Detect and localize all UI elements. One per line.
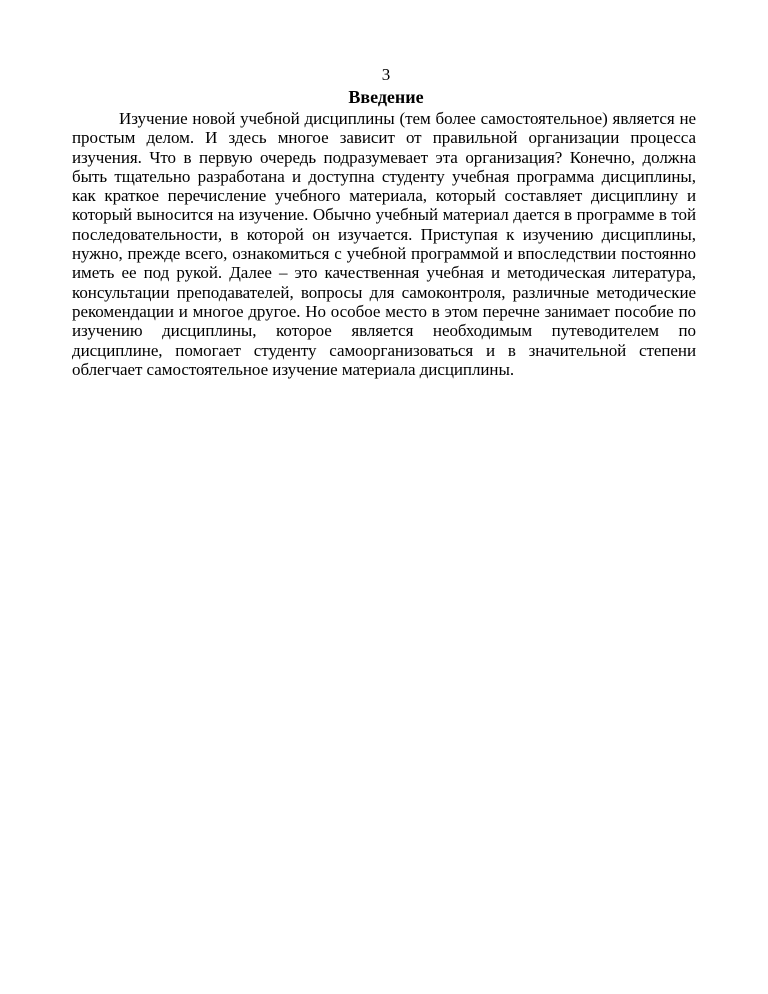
page-content [72,64,696,379]
page-number: 3 [381,65,391,84]
section-heading: Введение [348,87,424,107]
body-paragraph: Изучение новой учебной дисциплины (тем более самостоятельное) является не простым делом. И здесь многое зависит от правильной организации процесса изучения. Что в первую очередь подразумевает эта организация? Конечно, должна быть тщательно разработана и доступна студенту учебная программа дисциплины, как краткое перечисление учебного материала, который составляет дисциплину и который выносится на изучение. Обычно учебный материал дается в программе в той последовательности, в которой он изучается. Приступая к изучению дисциплины, нужно, прежде всего, ознакомиться с учебной программой и впоследствии постоянно иметь ее под рукой. Далее – это качественная учебная и методическая литература, консультации преподавателей, вопросы для самоконтроля, различные методические рекомендации и многое другое. Но особое место в этом перечне занимает пособие по изучению дисциплины, которое является необходимым путеводителем по дисциплине, помогает студенту самоорганизоваться и в значительной степени облегчает самостоятельное изучение материала дисциплины. [72,109,696,379]
